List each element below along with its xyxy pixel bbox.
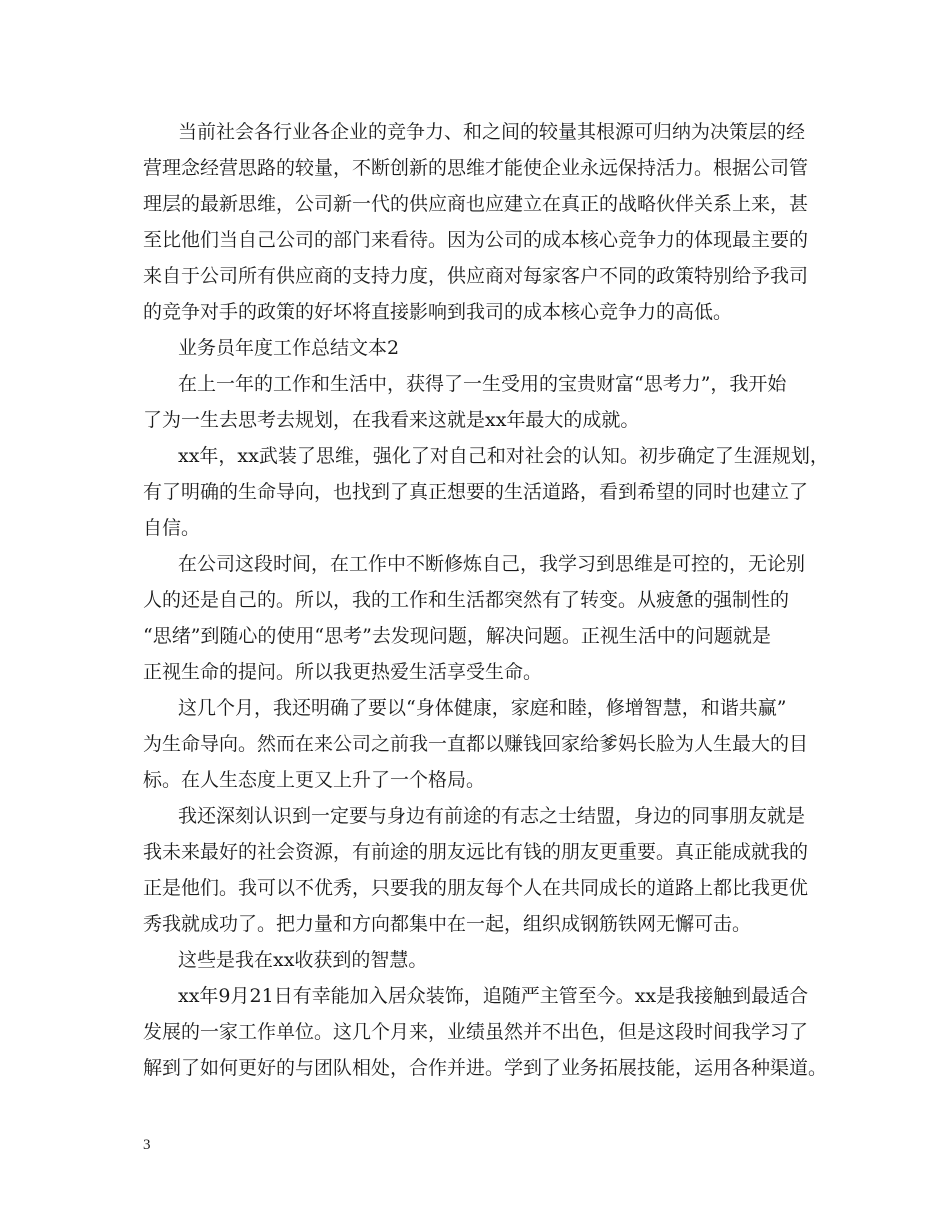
text-line: 秀我就成功了。把力量和方向都集中在一起，组织成钢筋铁网无懈可击。	[143, 913, 752, 935]
text-line: xx年9月21日有幸能加入居众装饰，追随严主管至今。xx是我接触到最适合	[178, 985, 809, 1007]
text-line: 人的还是自己的。所以，我的工作和生活都突然有了转变。从疲惫的强制性的	[143, 589, 790, 611]
text-line: 正视生命的提问。所以我更热爱生活享受生命。	[143, 661, 543, 683]
text-line: xx年，xx武装了思维，强化了对自己和对社会的认知。初步确定了生涯规划，	[178, 445, 829, 467]
text-line: 自信。	[143, 517, 201, 539]
text-line: 当前社会各行业各企业的竞争力、和之间的较量其根源可归纳为决策层的经	[178, 121, 806, 143]
section-heading: 业务员年度工作总结文本2	[178, 337, 400, 359]
text-line: 至比他们当自己公司的部门来看待。因为公司的成本核心竞争力的体现最主要的	[143, 229, 809, 251]
text-line: 营理念经营思路的较量，不断创新的思维才能使企业永远保持活力。根据公司管	[143, 157, 809, 179]
text-line: 有了明确的生命导向，也找到了真正想要的生活道路，看到希望的同时也建立了	[143, 481, 809, 503]
text-line: 这些是我在xx收获到的智慧。	[178, 949, 428, 971]
text-line: 这几个月，我还明确了要以“身体健康，家庭和睦，修增智慧，和谐共赢”	[178, 697, 787, 719]
page-number: 3	[143, 1137, 151, 1153]
text-line: 的竞争对手的政策的好坏将直接影响到我司的成本核心竞争力的高低。	[143, 301, 733, 323]
text-line: 正是他们。我可以不优秀，只要我的朋友每个人在共同成长的道路上都比我更优	[143, 877, 809, 899]
text-line: 来自于公司所有供应商的支持力度，供应商对每家客户不同的政策特别给予我司	[143, 265, 809, 287]
text-line: 在上一年的工作和生活中，获得了一生受用的宝贵财富“思考力”，我开始	[178, 373, 787, 395]
text-line: 为生命导向。然而在来公司之前我一直都以赚钱回家给爹妈长脸为人生最大的目	[143, 733, 809, 755]
text-line: 在公司这段时间，在工作中不断修炼自己，我学习到思维是可控的，无论别	[178, 553, 806, 575]
text-line: “思绪”到随心的使用“思考”去发现问题，解决问题。正视生活中的问题就是	[143, 625, 771, 647]
text-line: 标。在人生态度上更又上升了一个格局。	[143, 769, 486, 791]
text-line: 理层的最新思维，公司新一代的供应商也应建立在真正的战略伙伴关系上来，甚	[143, 193, 809, 215]
text-line: 了为一生去思考去规划，在我看来这就是xx年最大的成就。	[143, 409, 640, 431]
text-line: 解到了如何更好的与团队相处，合作并进。学到了业务拓展技能，运用各种渠道。	[143, 1057, 828, 1079]
text-line: 我还深刻认识到一定要与身边有前途的有志之士结盟，身边的同事朋友就是	[178, 805, 806, 827]
text-line: 我未来最好的社会资源，有前途的朋友远比有钱的朋友更重要。真正能成就我的	[143, 841, 809, 863]
text-line: 发展的一家工作单位。这几个月来，业绩虽然并不出色，但是这段时间我学习了	[143, 1021, 809, 1043]
